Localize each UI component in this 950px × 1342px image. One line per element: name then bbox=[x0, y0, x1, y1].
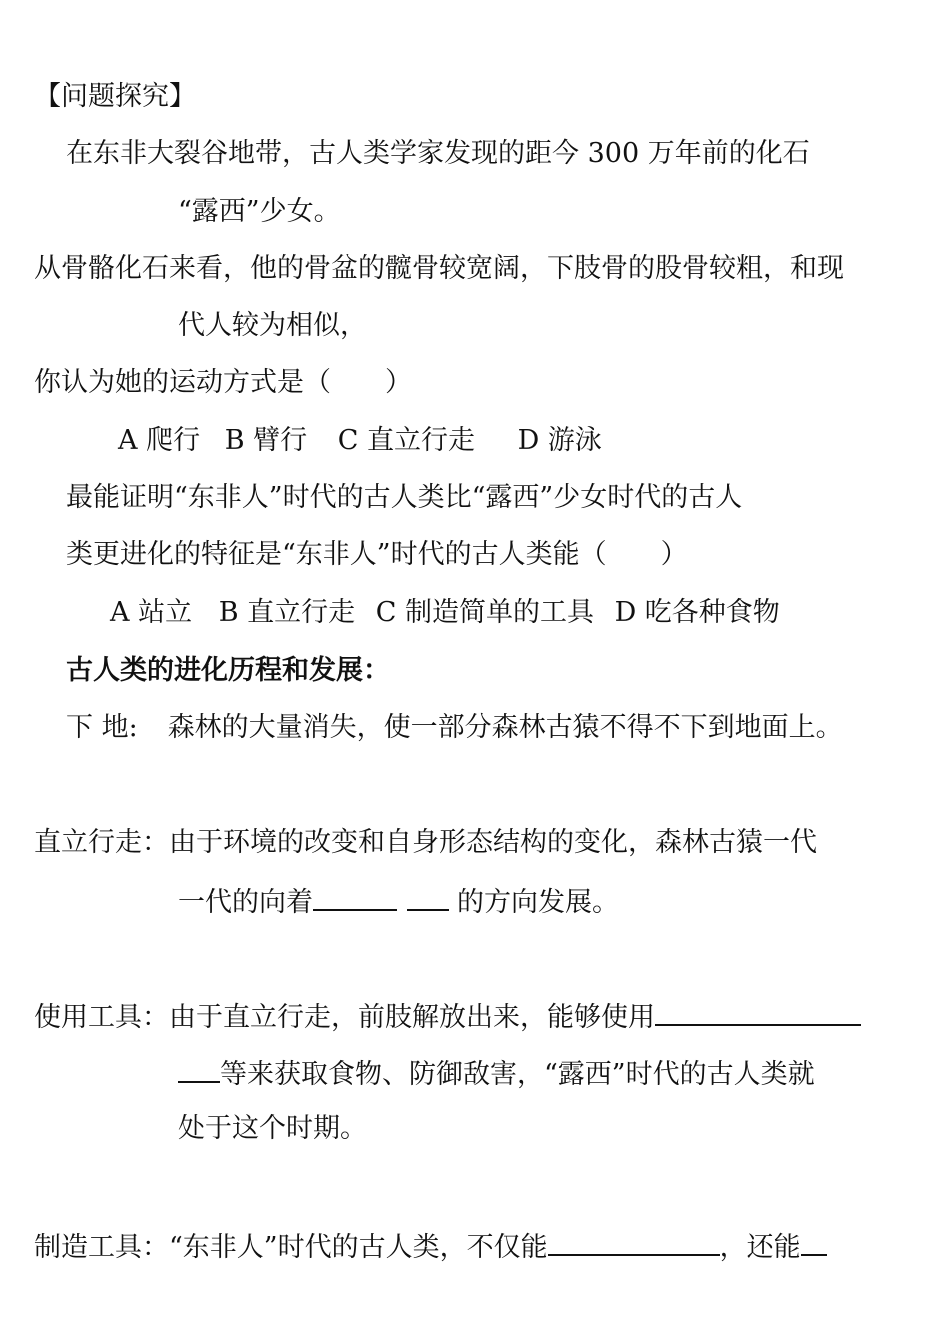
zhili-text-1: 由于环境的改变和自身形态结构的变化，森林古猿一代 bbox=[169, 827, 817, 858]
zhili-row-2 bbox=[178, 883, 619, 920]
q2-option-d[interactable]: D 吃各种食物 bbox=[614, 597, 780, 628]
question-1-options bbox=[118, 424, 602, 458]
zhizao-text-1a: “东非人”时代的古人类，不仅能 bbox=[169, 1232, 548, 1263]
zhili-blank-1[interactable] bbox=[313, 883, 397, 911]
q2-option-c[interactable]: C 制造简单的工具 bbox=[375, 597, 594, 628]
question-2-stem-1: 最能证明“东非人”时代的古人类比“露西”少女时代的古人 bbox=[66, 482, 743, 513]
section-title: 【问题探究】 bbox=[34, 81, 196, 112]
shiyong-row-1 bbox=[34, 998, 861, 1035]
zhili-row-1 bbox=[34, 826, 817, 860]
question-1-stem: 你认为她的运动方式是（ ） bbox=[34, 367, 412, 398]
intro-line-2: “露西”少女。 bbox=[178, 196, 341, 227]
shiyong-blank-1[interactable] bbox=[655, 998, 861, 1026]
q1-option-d[interactable]: D 游泳 bbox=[517, 425, 602, 456]
shiyong-label: 使用工具： bbox=[34, 1002, 169, 1033]
shiyong-text-1: 由于直立行走，前肢解放出来，能够使用 bbox=[169, 1002, 655, 1033]
intro-line-3: 从骨骼化石来看，他的骨盆的髋骨较宽阔，下肢骨的股骨较粗，和现 bbox=[34, 253, 844, 284]
xia-di-text: 森林的大量消失，使一部分森林古猿不得不下到地面上。 bbox=[167, 712, 843, 743]
evolution-heading: 古人类的进化历程和发展： bbox=[66, 655, 390, 686]
zhili-blank-2[interactable] bbox=[407, 883, 449, 911]
q1-option-c[interactable]: C 直立行走 bbox=[337, 425, 475, 456]
zhili-text-2b: 的方向发展。 bbox=[457, 887, 619, 918]
q1-option-a[interactable]: A 爬行 bbox=[118, 425, 201, 456]
shiyong-text-2: 等来获取食物、防御敌害，“露西”时代的古人类就 bbox=[220, 1059, 815, 1090]
shiyong-row-3: 处于这个时期。 bbox=[178, 1113, 367, 1144]
shiyong-row-2 bbox=[178, 1055, 815, 1092]
zhizao-blank-1[interactable] bbox=[548, 1228, 720, 1256]
question-2-options bbox=[110, 596, 780, 630]
xia-di-row bbox=[66, 711, 843, 745]
shiyong-blank-2[interactable] bbox=[178, 1055, 220, 1083]
zhizao-label: 制造工具： bbox=[34, 1232, 169, 1263]
intro-line-1: 在东非大裂谷地带，古人类学家发现的距今 300 万年前的化石 bbox=[66, 138, 810, 169]
zhizao-text-1b: ，还能 bbox=[719, 1232, 801, 1263]
zhili-text-2a: 一代的向着 bbox=[178, 887, 313, 918]
zhizao-row-1 bbox=[34, 1228, 827, 1265]
zhili-label: 直立行走： bbox=[34, 827, 169, 858]
intro-line-4: 代人较为相似， bbox=[178, 310, 367, 341]
q2-option-b[interactable]: B 直立行走 bbox=[218, 597, 356, 628]
q1-option-b[interactable]: B 臂行 bbox=[224, 425, 308, 456]
question-2-stem-2: 类更进化的特征是“东非人”时代的古人类能（ ） bbox=[66, 539, 688, 570]
q2-option-a[interactable]: A 站立 bbox=[110, 597, 193, 628]
xia-di-label: 下 地: bbox=[66, 712, 138, 743]
zhizao-blank-2[interactable] bbox=[801, 1228, 827, 1256]
